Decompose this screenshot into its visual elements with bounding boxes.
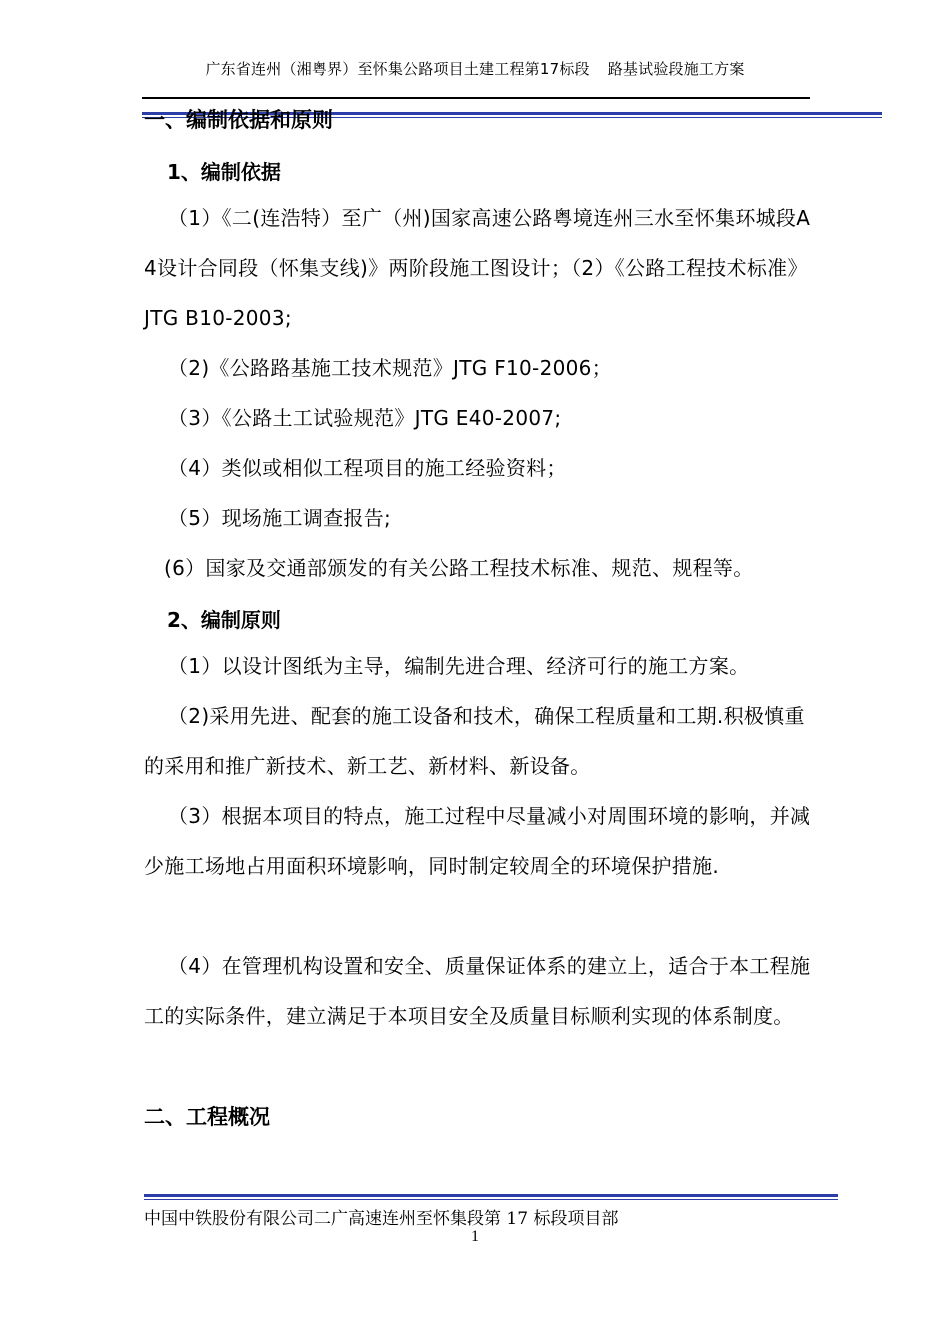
section-heading-1: 一、编制依据和原则 bbox=[144, 108, 333, 132]
basis-item-1: （1）《二(连浩特）至广（州)国家高速公路粤境连州三水至怀集环城段A4设计合同段（怀集支线)》两阶段施工图设计；（2）《公路工程技术标准》JTG B10-2003; bbox=[144, 206, 811, 330]
header-doc-title: 路基试验段施工方案 bbox=[607, 60, 745, 78]
principle-item-3: （3）根据本项目的特点，施工过程中尽量减小对周围环境的影响，并减少施工场地占用面积环境影响，同时制定较周全的环境保护措施. bbox=[144, 804, 811, 878]
basis-item-2: （2)《公路路基施工技术规范》JTG F10-2006； bbox=[168, 356, 612, 380]
basis-item-3: （3）《公路土工试验规范》JTG E40-2007; bbox=[168, 406, 562, 430]
footer-company: 中国中铁股份有限公司二广高速连州至怀集段第 17 标段项目部 bbox=[144, 1209, 619, 1229]
principle-item-4: （4）在管理机构设置和安全、质量保证体系的建立上，适合于本工程施工的实际条件，建立满足于本项目安全及质量目标顺利实现的体系制度。 bbox=[144, 954, 811, 1028]
page-number: 1 bbox=[471, 1228, 479, 1245]
running-header bbox=[0, 58, 950, 79]
subsection-heading-principles: 2、编制原则 bbox=[167, 608, 281, 632]
footer-rule-blue-thin bbox=[144, 1199, 838, 1200]
basis-item-5: （5）现场施工调查报告; bbox=[168, 506, 392, 530]
principle-item-1: （1）以设计图纸为主导，编制先进合理、经济可行的施工方案。 bbox=[168, 654, 750, 678]
basis-item-6: (6）国家及交通部颁发的有关公路工程技术标准、规范、规程等。 bbox=[164, 556, 754, 580]
header-project: 广东省连州（湘粤界）至怀集公路项目土建工程第17标段 bbox=[205, 60, 590, 78]
basis-item-4: （4）类似或相似工程项目的施工经验资料； bbox=[168, 456, 567, 480]
header-rule-black bbox=[142, 97, 810, 99]
footer-rule-blue-thick bbox=[144, 1194, 838, 1197]
section-heading-2: 二、工程概况 bbox=[144, 1105, 270, 1129]
subsection-heading-basis: 1、编制依据 bbox=[167, 160, 281, 184]
principle-item-2: （2)采用先进、配套的施工设备和技术，确保工程质量和工期.积极慎重的采用和推广新技术、新工艺、新材料、新设备。 bbox=[144, 704, 805, 778]
